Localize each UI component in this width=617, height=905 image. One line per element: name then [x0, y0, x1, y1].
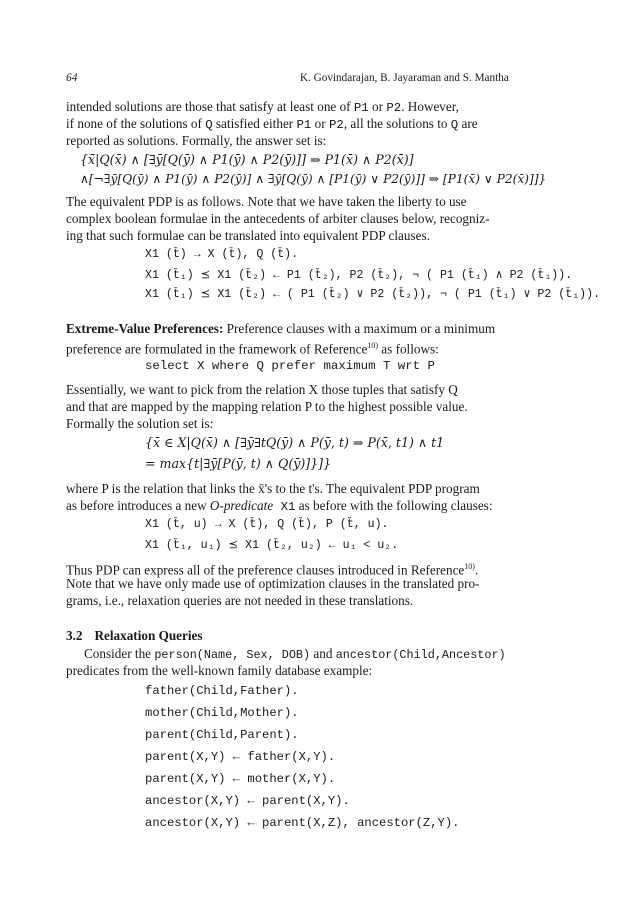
extreme-p1: Essentially, we want to pick from the relation X those tuples that satisfy Q [66, 382, 458, 397]
text: , all the solutions to [343, 116, 451, 131]
reference-marker: 10) [367, 341, 378, 350]
extreme-p3: Formally the solution set is: [66, 416, 214, 431]
program-line: father(Child,Father). [145, 684, 299, 698]
text: . [474, 562, 479, 578]
text: intended solutions are those that satisfy at least one of [66, 99, 354, 114]
code: P1 [353, 101, 369, 115]
extreme-line1 [66, 320, 495, 337]
code: person(Name, Sex, DOB) [154, 648, 311, 662]
para1-line3: reported as solutions. Formally, the answer set is: [66, 133, 327, 148]
section-title: Relaxation Queries [94, 628, 203, 643]
text: and [310, 646, 336, 661]
text: Consider the [84, 646, 155, 661]
page-number: 64 [66, 72, 78, 84]
extreme-line2 [66, 337, 439, 357]
formula2-line2: = max{t|∃ȳ[P(ȳ, t) ∧ Q(ȳ)]}]} [145, 456, 332, 471]
text: or [311, 116, 329, 131]
program-line: parent(X,Y) ← father(X,Y). [145, 750, 336, 764]
formula1-line1: {x̄|Q(x̄) ∧ [∃ȳ[Q(ȳ) ∧ P1(ȳ) ∧ P2(ȳ)]] ⇒ P1(x̄) ∧ P2(x̄)] [80, 152, 414, 167]
text: if none of the solutions of [66, 116, 206, 131]
para2-line1: The equivalent PDP is as follows. Note that we have taken the liberty to use [66, 194, 467, 209]
text: preference are formulated in the framework of Reference [66, 341, 368, 357]
code: Q [205, 118, 213, 132]
para3-line1: where P is the relation that links the x̄'s to the t's. The equivalent PDP program [66, 481, 480, 496]
code: P1 [296, 118, 312, 132]
code: P2 [386, 101, 402, 115]
text: as before introduces a new [66, 498, 210, 513]
text: as follows: [377, 341, 439, 357]
formula1-line2: ∧[¬∃ȳ[Q(ȳ) ∧ P1(ȳ) ∧ P2(ȳ)] ∧ ∃ȳ[Q(ȳ) ∧ [P1(ȳ) ∨ P2(ȳ)]] ⇒ [P1(x̄) ∨ P2(x̄)]]} [80, 172, 547, 186]
program-line: mother(Child,Mother). [145, 706, 299, 720]
clause-4: X1 (t̄, u) → X (t̄), Q (t̄), P (t̄, u). [145, 518, 389, 531]
program-line: parent(Child,Parent). [145, 728, 299, 742]
text: Thus PDP can express all of the preference clauses introduced in Reference [66, 562, 465, 578]
section-heading [66, 627, 203, 644]
program-line: ancestor(X,Y) ← parent(X,Z), ancestor(Z,Y). [145, 816, 460, 830]
formula2-line1: {x̄ ∈ X|Q(x̄) ∧ [∃ȳ∃tQ(ȳ) ∧ P(ȳ, t) ⇒ P(x̄, t1) ∧ t1 [145, 435, 445, 450]
running-title: K. Govindarajan, B. Jayaraman and S. Mantha [300, 72, 509, 84]
code: X1 [273, 500, 296, 514]
code: P2 [328, 118, 344, 132]
code: ancestor(Child,Ancestor) [335, 648, 506, 662]
code: Q [450, 118, 459, 132]
para2-line2: complex boolean formulae in the antecedents of arbiter clauses below, recogniz- [66, 211, 490, 226]
extreme-heading: Extreme-Value Preferences: [66, 321, 224, 336]
para2-line3: ing that such formulae can be translated into equivalent PDP clauses. [66, 228, 430, 243]
text: . However, [401, 99, 459, 114]
emphasis: O-predicate [209, 498, 274, 513]
text: as before with the following clauses: [295, 498, 493, 513]
text: are [458, 116, 478, 131]
para3-line2 [66, 497, 492, 516]
clause-3: X1 (t̄₁) ⪯ X1 (t̄₂) ← ( P1 (t̄₂) ∨ P2 (t̄₂)), ¬ ( P1 (t̄₁) ∨ P2 (t̄₁)). [145, 288, 601, 301]
clause-1: X1 (t̄) → X (t̄), Q (t̄). [145, 248, 299, 261]
text: satisfied either [212, 116, 297, 131]
section-line2: predicates from the well-known family database example: [66, 663, 373, 678]
text: Preference clauses with a maximum or a minimum [223, 321, 496, 336]
clause-5: X1 (t̄₁, u₁) ⪯ X1 (t̄₂, u₂) ← u₁ < u₂. [145, 539, 399, 552]
text: or [368, 99, 387, 114]
reference-marker: 10) [464, 562, 475, 571]
select-query: select X where Q prefer maximum T wrt P [145, 359, 435, 373]
para4-line3: grams, i.e., relaxation queries are not needed in these translations. [66, 593, 414, 608]
program-line: ancestor(X,Y) ← parent(X,Y). [145, 794, 350, 808]
para4-line2: Note that we have only made use of optimization clauses in the translated pro- [66, 576, 480, 591]
extreme-p2: and that are mapped by the mapping relation P to the highest possible value. [66, 399, 468, 414]
program-line: parent(X,Y) ← mother(X,Y). [145, 772, 336, 786]
clause-2: X1 (t̄₁) ⪯ X1 (t̄₂) ← P1 (t̄₂), P2 (t̄₂), ¬ ( P1 (t̄₁) ∧ P2 (t̄₁)). [145, 269, 573, 282]
section-number: 3.2 [66, 628, 83, 643]
